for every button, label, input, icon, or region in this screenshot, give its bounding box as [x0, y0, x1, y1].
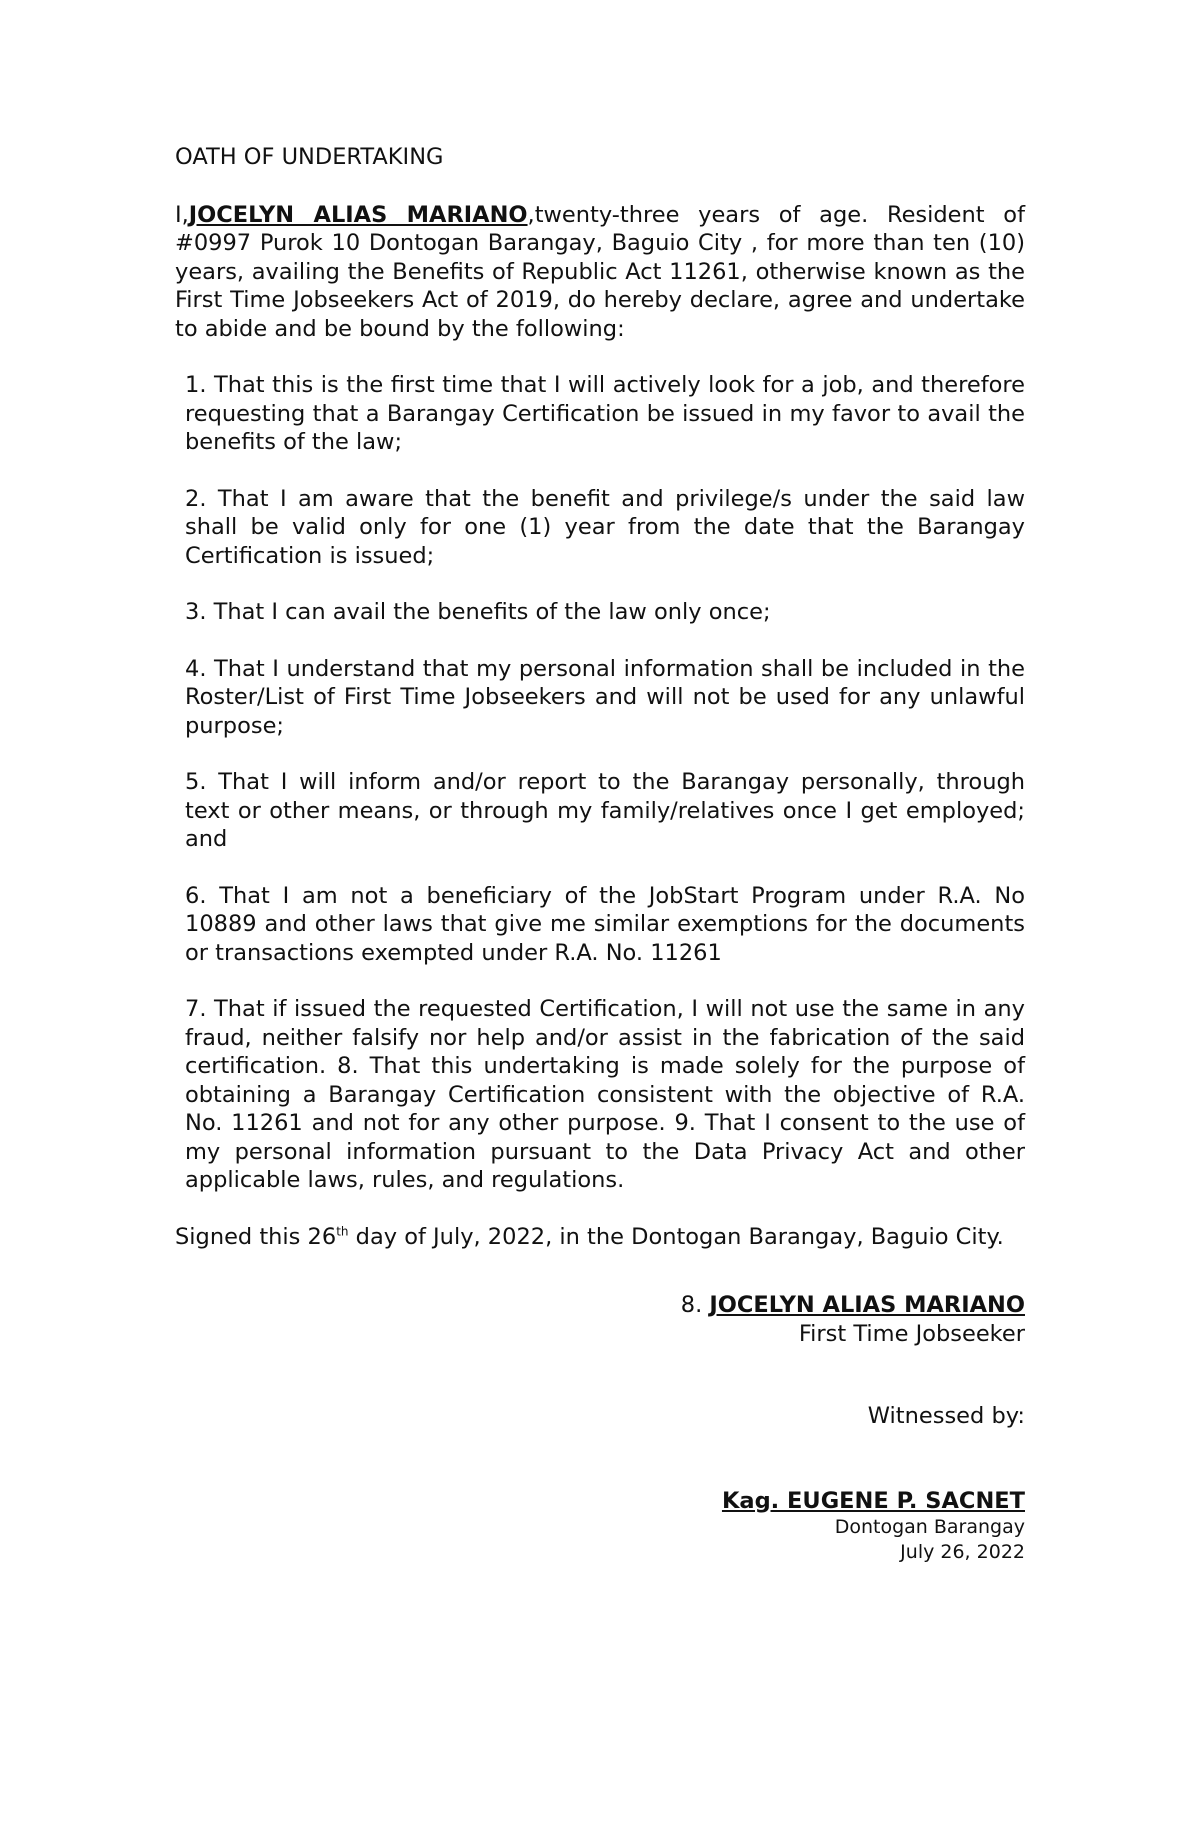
undertaking-item-4 — [185, 655, 1025, 741]
signing-day-superscript: th — [336, 1224, 349, 1238]
jobseeker-name: JOCELYN ALIAS MARIANO — [188, 201, 528, 228]
document-content — [175, 143, 1025, 1565]
witness-signature-block — [175, 1487, 1025, 1566]
signature-role: First Time Jobseeker — [798, 1320, 1025, 1347]
item-text: That I can avail the benefits of the law only once; — [213, 599, 771, 625]
undertaking-item-6 — [185, 882, 1025, 968]
item-text: That I understand that my personal information shall be included in the Roster/List of First Time Jobseekers and will not be used for any unlawful purpose; — [185, 655, 1025, 739]
signing-statement — [175, 1223, 1025, 1252]
undertaking-item-3 — [185, 598, 1025, 627]
witness-date: July 26, 2022 — [900, 1541, 1025, 1563]
document-title: OATH OF UNDERTAKING — [175, 144, 444, 170]
item-number: 2. — [185, 485, 207, 512]
item-text: That I will inform and/or report to the Barangay personally, through text or other means, or through my family/relatives once I get employed; and — [185, 769, 1025, 852]
witness-office: Dontogan Barangay — [834, 1516, 1025, 1538]
item-number: 4. — [185, 655, 207, 682]
item-text: That this is the first time that I will actively look for a job, and therefore requesting that a Barangay Certification be issued in my favor to avail the benefits of the law; — [185, 372, 1025, 455]
signing-before: Signed this 26 — [175, 1223, 337, 1250]
undertaking-item-7 — [185, 995, 1025, 1195]
item-number: 3. — [185, 599, 207, 625]
item-text: That I am not a beneficiary of the JobStart Program under R.A. No 10889 and other laws that give me similar exemptions for the documents or transactions exempted under R.A. No. 11261 — [185, 882, 1025, 966]
intro-prefix: I, — [175, 201, 189, 228]
jobseeker-signature-block — [175, 1291, 1025, 1348]
signature-number: 8. — [680, 1292, 703, 1318]
undertaking-item-2 — [185, 485, 1025, 571]
item-text: That I am aware that the benefit and privilege/s under the said law shall be valid only for one (1) year from the date that the Barangay Certification is issued; — [185, 485, 1025, 569]
item-number: 5. — [185, 769, 207, 795]
signing-after: day of July, 2022, in the Dontogan Barangay, Baguio City. — [348, 1223, 1004, 1250]
item-number: 1. — [185, 372, 207, 398]
item-number: 7. — [185, 996, 207, 1022]
item-number: 6. — [185, 882, 207, 909]
item-text: That if issued the requested Certification, I will not use the same in any fraud, neither falsify nor help and/or assist in the fabrication of the said certification. 8. That this undertaking is made solely for the purpose of obtaining a Barangay Certification consistent with the objective of R.A. No. 11261 and not for any other purpose. 9. That I consent to the use of my personal information pursuant to the Data Privacy Act and other applicable laws, rules, and regulations. — [185, 996, 1025, 1193]
undertaking-item-1 — [185, 371, 1025, 457]
intro-paragraph — [175, 201, 1025, 344]
undertaking-item-5 — [185, 768, 1025, 854]
intro-text: ,twenty-three years of age. Resident of #0997 Purok 10 Dontogan Barangay, Baguio City , for more than ten (10) years, availing the Benefits of Republic Act 11261, otherwise known as the First Time Jobseekers Act of 2019, do hereby declare, agree and undertake to abide and be bound by the following: — [175, 201, 1025, 342]
signature-name: JOCELYN ALIAS MARIANO — [709, 1292, 1025, 1318]
witness-label: Witnessed by: — [867, 1403, 1025, 1429]
witness-name: Kag. EUGENE P. SACNET — [721, 1487, 1025, 1514]
